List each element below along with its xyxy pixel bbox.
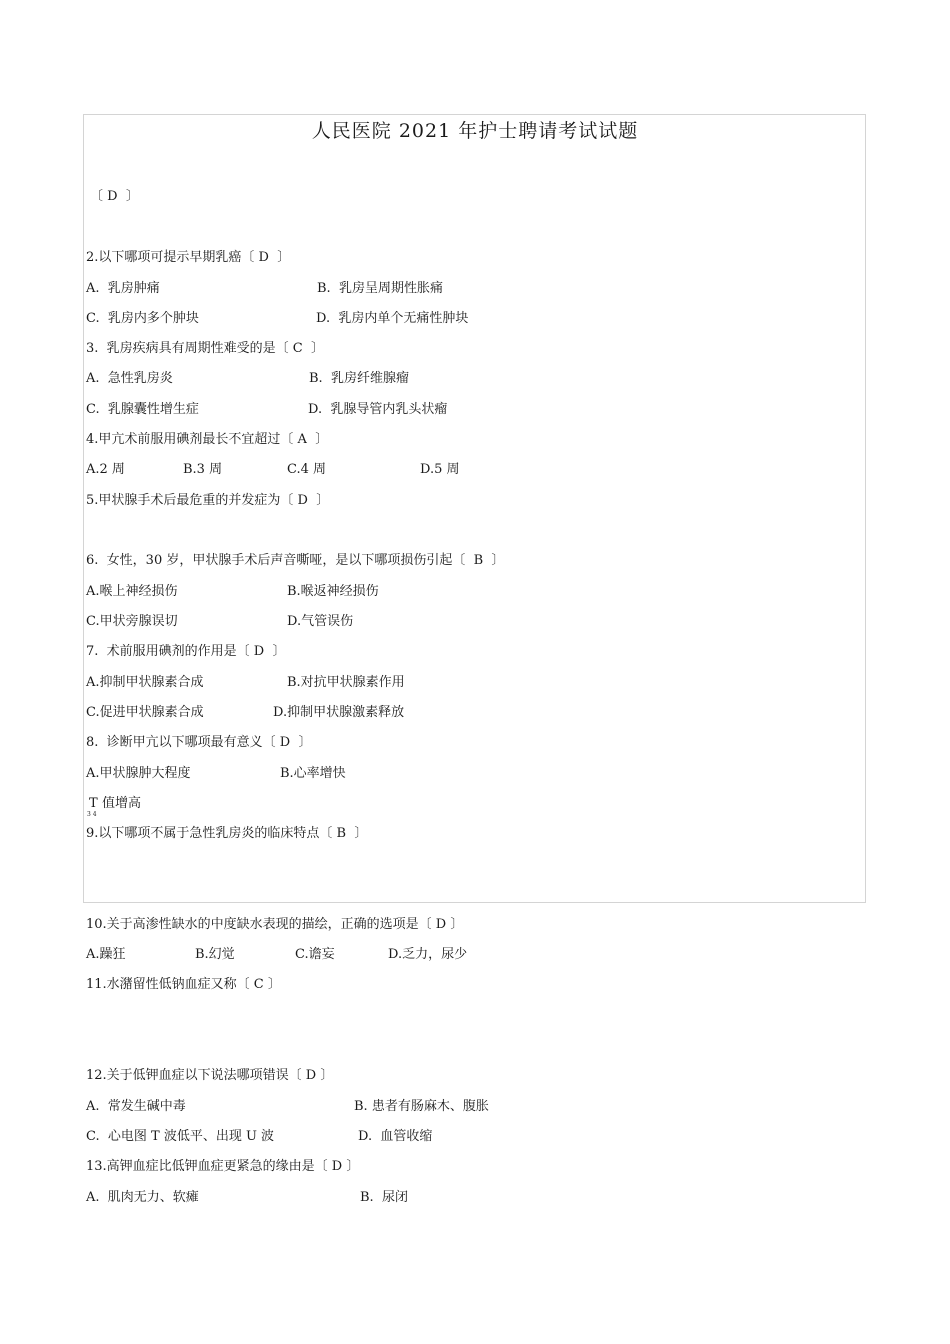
document-title: 人民医院 2021 年护士聘请考试试题 <box>311 120 639 142</box>
option-4b: B.3 周 <box>183 462 223 477</box>
option-13b: B. 尿闭 <box>360 1190 408 1205</box>
question-5: 5.甲状腺手术后最危重的并发症为〔 D 〕 <box>86 493 330 508</box>
option-8c-t: T <box>89 796 98 811</box>
question-13: 13.高钾血症比低钾血症更紧急的缘由是〔 D 〕 <box>86 1159 360 1174</box>
option-12b: B. 患者有肠麻木、腹胀 <box>354 1099 489 1114</box>
option-10a: A.躁狂 <box>86 947 126 962</box>
option-4c: C.4 周 <box>287 462 327 477</box>
option-7c: C.促进甲状腺素合成 <box>86 705 204 720</box>
option-3b: B. 乳房纤维腺瘤 <box>309 371 409 386</box>
question-2: 2.以下哪项可提示早期乳癌〔 D 〕 <box>86 250 291 265</box>
option-10d: D.乏力，尿少 <box>388 947 468 962</box>
option-2b: B. 乳房呈周期性胀痛 <box>317 281 443 296</box>
option-3a: A. 急性乳房炎 <box>86 371 173 386</box>
option-4d: D.5 周 <box>420 462 460 477</box>
question-11: 11.水潴留性低钠血症又称〔 C 〕 <box>86 977 281 992</box>
question-4: 4.甲亢术前服用碘剂最长不宜超过〔 A 〕 <box>86 432 329 447</box>
option-8c-subscript: 3 4 <box>87 811 97 818</box>
option-7b: B.对抗甲状腺素作用 <box>287 675 405 690</box>
option-12c: C. 心电图 T 波低平、出现 U 波 <box>86 1129 275 1144</box>
question-9: 9.以下哪项不属于急性乳房炎的临床特点〔 B 〕 <box>86 826 368 841</box>
option-12d: D. 血管收缩 <box>358 1129 433 1144</box>
question-6: 6. 女性，30 岁，甲状腺手术后声音嘶哑，是以下哪项损伤引起〔 B 〕 <box>86 553 505 568</box>
option-8b: B.心率增快 <box>280 766 346 781</box>
option-2a: A. 乳房肿痛 <box>86 281 160 296</box>
question-12: 12.关于低钾血症以下说法哪项错误〔 D 〕 <box>86 1068 334 1083</box>
option-3c: C. 乳腺囊性增生症 <box>86 402 199 417</box>
option-8a: A.甲状腺肿大程度 <box>86 766 191 781</box>
option-8c-text: 值增高 <box>102 796 142 811</box>
option-4a: A.2 周 <box>86 462 125 477</box>
option-6d: D.气管误伤 <box>287 614 354 629</box>
option-6c: C.甲状旁腺误切 <box>86 614 178 629</box>
option-2d: D. 乳房内单个无痛性肿块 <box>316 311 469 326</box>
option-3d: D. 乳腺导管内乳头状瘤 <box>308 402 448 417</box>
option-12a: A. 常发生碱中毒 <box>86 1099 186 1114</box>
question-8: 8. 诊断甲亢以下哪项最有意义〔 D 〕 <box>86 735 312 750</box>
option-2c: C. 乳房内多个肿块 <box>86 311 199 326</box>
answer-line: 〔 D 〕 <box>90 189 139 204</box>
option-6a: A.喉上神经损伤 <box>86 584 178 599</box>
option-10c: C.谵妄 <box>295 947 335 962</box>
question-10: 10.关于高渗性缺水的中度缺水表现的描绘，正确的选项是〔 D 〕 <box>86 917 464 932</box>
option-6b: B.喉返神经损伤 <box>287 584 379 599</box>
question-3: 3. 乳房疾病具有周期性难受的是〔 C 〕 <box>86 341 325 356</box>
option-7d: D.抑制甲状腺激素释放 <box>273 705 405 720</box>
option-7a: A.抑制甲状腺素合成 <box>86 675 204 690</box>
option-10b: B.幻觉 <box>195 947 235 962</box>
question-7: 7. 术前服用碘剂的作用是〔 D 〕 <box>86 644 286 659</box>
option-13a: A. 肌肉无力、软瘫 <box>86 1190 199 1205</box>
